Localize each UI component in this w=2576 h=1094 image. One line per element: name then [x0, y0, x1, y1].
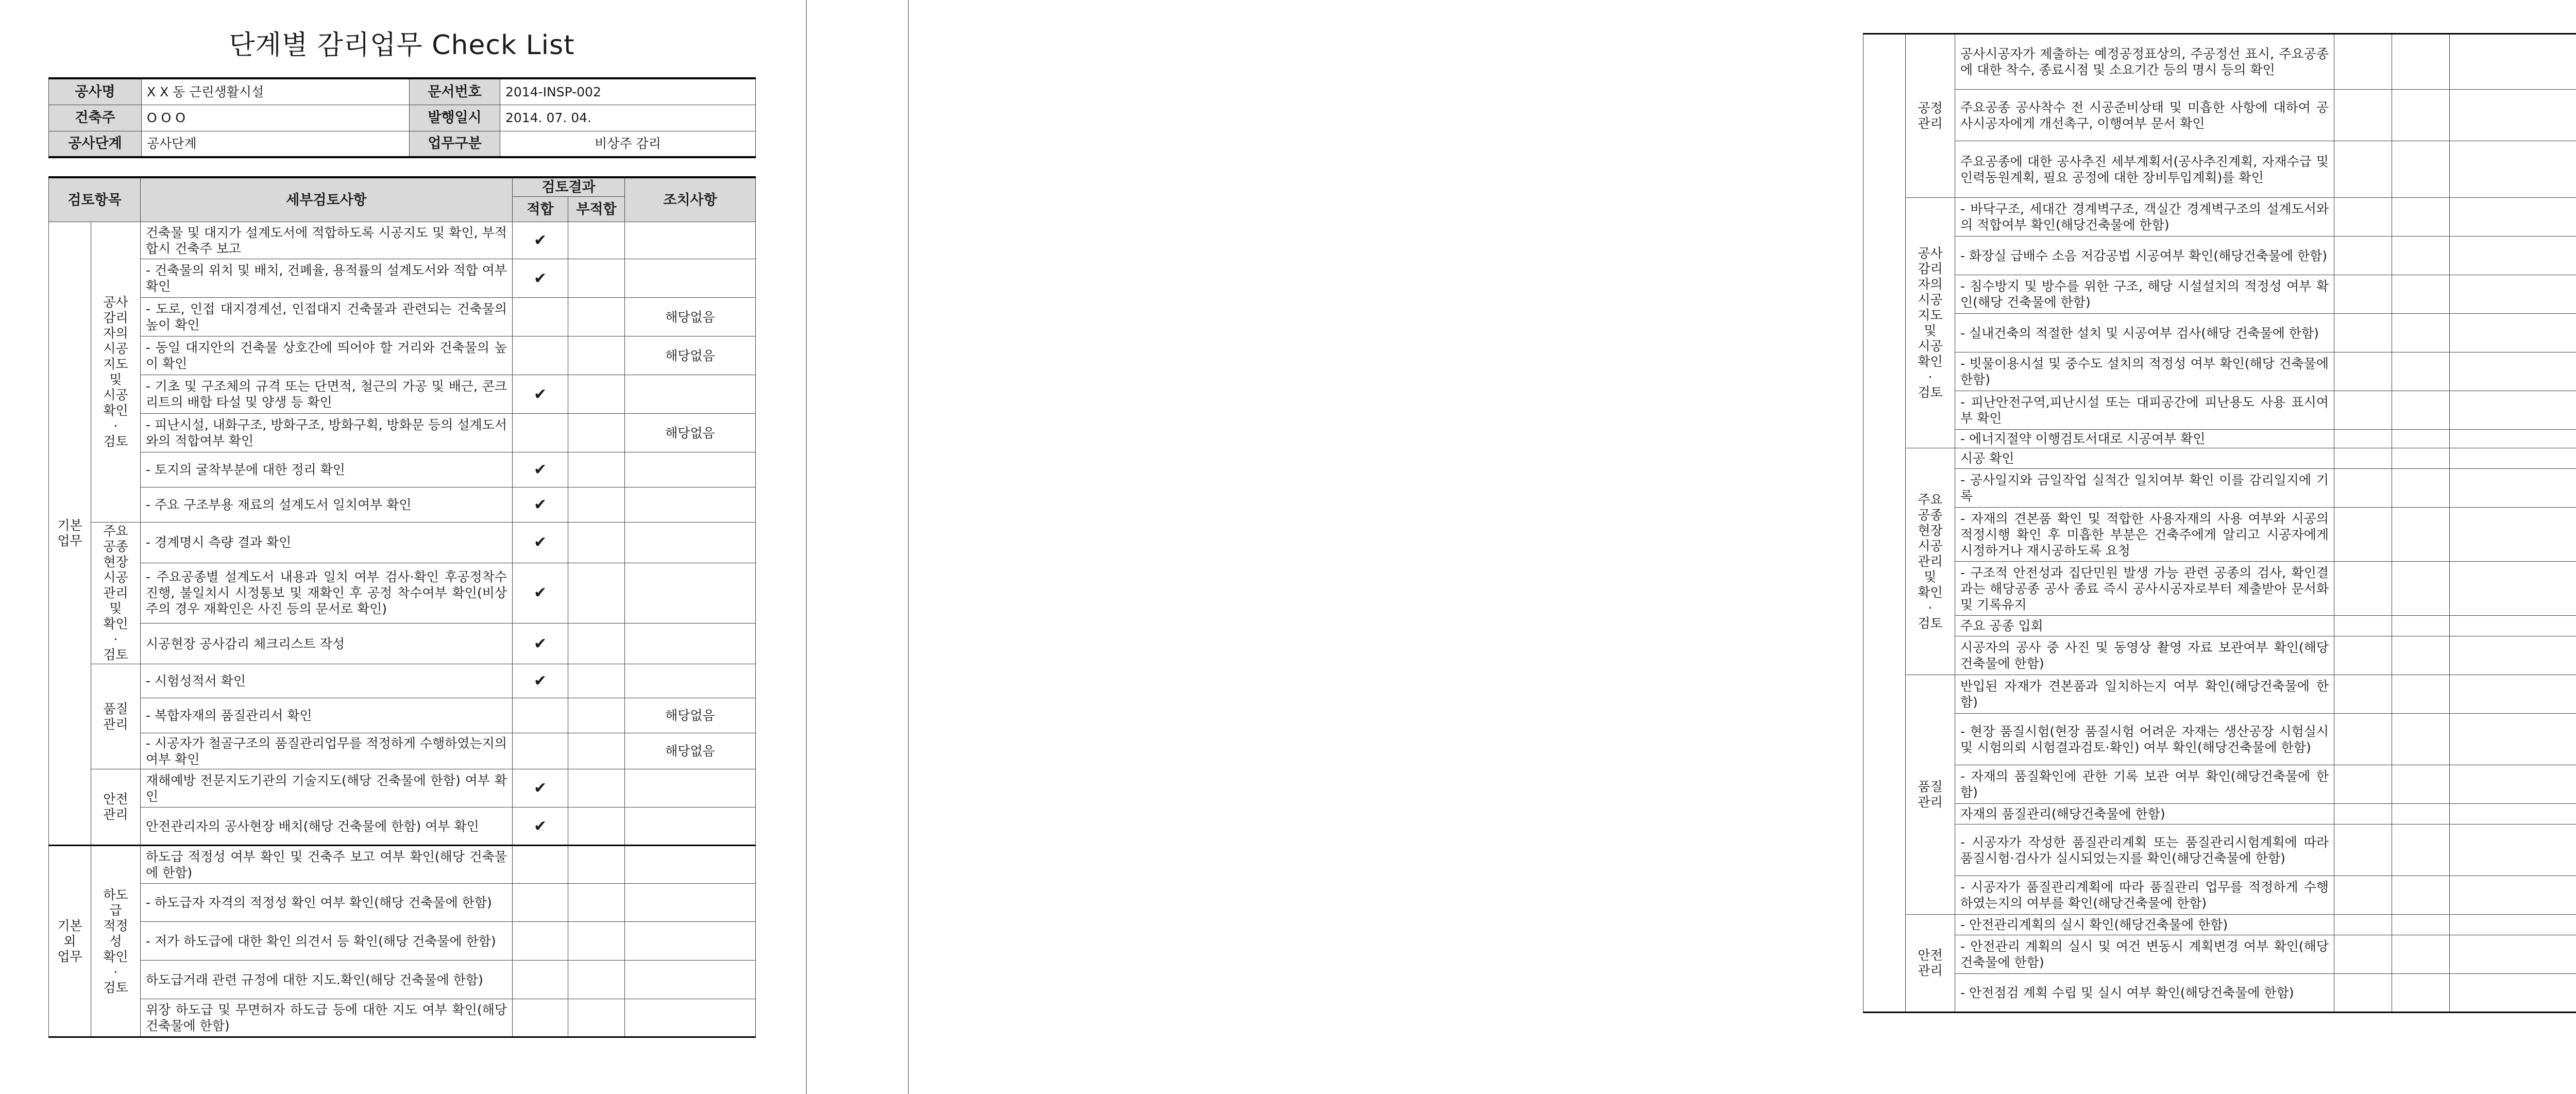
action-cell: [625, 624, 756, 664]
detail-text: - 공사일지와 금일작업 실적간 일치여부 확인 이를 감리일지에 기록: [1955, 469, 2334, 508]
table-row: [49, 487, 756, 523]
subcategory-cell: 주요 공종 현장 시공 관리 및 확인 · 검토: [91, 523, 141, 664]
pass-check-cell: [2334, 675, 2392, 714]
fail-check-cell: [568, 769, 625, 807]
stage-label: 공사단계: [49, 131, 142, 157]
action-cell: [625, 769, 756, 807]
table-row: [1863, 765, 2576, 804]
table-row: [49, 563, 756, 624]
header-result: 검토결과: [513, 177, 625, 197]
detail-text: - 바닥구조, 세대간 경계벽구조, 객실간 경계벽구조의 설계도서와의 적합여부 확인(해당건축물에 한함): [1955, 198, 2334, 237]
detail-text: 시공자의 공사 중 사진 및 동영상 촬영 자료 보관여부 확인(해당 건축물에 한함): [1955, 636, 2334, 675]
page-gap: [807, 0, 908, 1094]
fail-check-cell: [2392, 90, 2450, 141]
table-row: [49, 336, 756, 375]
detail-text: - 자재의 품질확인에 관한 기록 보관 여부 확인(해당건축물에 한함): [1955, 765, 2334, 804]
table-row: [1863, 34, 2576, 90]
action-cell: [2450, 141, 2576, 198]
table-row: [49, 999, 756, 1037]
action-cell: [625, 846, 756, 884]
fail-check-cell: [568, 414, 625, 452]
fail-check-cell: [568, 807, 625, 846]
detail-text: 안전관리자의 공사현장 배치(해당 건축물에 한함) 여부 확인: [141, 807, 513, 846]
detail-text: 재해예방 전문지도기관의 기술지도(해당 건축물에 한함) 여부 확인: [141, 769, 513, 807]
action-cell: [2450, 562, 2576, 616]
category-cell: 기본 외 업무: [49, 846, 91, 1037]
action-cell: [625, 259, 756, 298]
doc-no-label: 문서번호: [410, 78, 500, 105]
pass-check-cell: [2334, 237, 2392, 275]
pass-check-cell: [513, 336, 568, 375]
pass-check-cell: [2334, 469, 2392, 508]
header-item: 검토항목: [49, 177, 141, 222]
fail-check-cell: [2392, 824, 2450, 876]
fail-check-cell: [568, 664, 625, 698]
pass-check-cell: [2334, 141, 2392, 198]
table-row: [49, 222, 756, 259]
checklist-body-right: [1863, 34, 2576, 1013]
header-fail: 부적합: [568, 197, 625, 222]
fail-check-cell: [568, 259, 625, 298]
category-cell: [1863, 34, 1906, 1013]
info-row: [49, 131, 756, 157]
action-cell: [2450, 804, 2576, 824]
detail-text: - 안전관리계획의 실시 확인(해당건축물에 한함): [1955, 915, 2334, 935]
detail-text: 하도급거래 관련 규정에 대한 지도.확인(해당 건축물에 한함): [141, 961, 513, 999]
table-row: [1863, 935, 2576, 974]
table-row: [1863, 616, 2576, 636]
subcategory-cell: 하도 급 적정 성 확인 · 검토: [91, 846, 141, 1037]
table-row: [1863, 448, 2576, 469]
fail-check-cell: [2392, 915, 2450, 935]
pass-check-cell: [2334, 616, 2392, 636]
detail-text: 주요공종 공사착수 전 시공준비상태 및 미흡한 사항에 대하여 공사시공자에게 개선촉구, 이행여부 문서 확인: [1955, 90, 2334, 141]
detail-text: - 피난안전구역,피난시설 또는 대피공간에 피난용도 사용 표시여부 확인: [1955, 391, 2334, 430]
header-action: 조치사항: [625, 177, 756, 222]
fail-check-cell: [2392, 636, 2450, 675]
action-cell: 해당없음: [625, 414, 756, 452]
fail-check-cell: [2392, 314, 2450, 352]
table-row: [1863, 804, 2576, 824]
action-cell: [625, 999, 756, 1037]
fail-check-cell: [568, 298, 625, 336]
table-row: [49, 961, 756, 999]
fail-check-cell: [2392, 616, 2450, 636]
fail-check-cell: [2392, 430, 2450, 448]
fail-check-cell: [568, 222, 625, 259]
table-row: [1863, 391, 2576, 430]
pass-check-cell: ✔: [513, 259, 568, 298]
pass-check-cell: [2334, 824, 2392, 876]
pass-check-cell: ✔: [513, 523, 568, 563]
table-row: [1863, 876, 2576, 915]
table-row: [49, 624, 756, 664]
table-row: [1863, 430, 2576, 448]
detail-text: - 안전관리 계획의 실시 및 여건 변동시 계획변경 여부 확인(해당건축물에 한함): [1955, 935, 2334, 974]
page-right: [908, 0, 2329, 1094]
table-row: [49, 698, 756, 733]
pass-check-cell: [2334, 935, 2392, 974]
action-cell: [625, 452, 756, 487]
document-info-table: [48, 77, 756, 158]
checklist-body-left: [49, 222, 756, 1037]
fail-check-cell: [2392, 275, 2450, 314]
detail-text: - 토지의 굴착부분에 대한 정리 확인: [141, 452, 513, 487]
table-row: [49, 884, 756, 922]
pass-check-cell: [2334, 876, 2392, 915]
pass-check-cell: ✔: [513, 769, 568, 807]
fail-check-cell: [568, 375, 625, 414]
table-row: [1863, 675, 2576, 714]
detail-text: - 저가 하도급에 대한 확인 의견서 등 확인(해당 건축물에 한함): [141, 922, 513, 961]
pass-check-cell: [2334, 90, 2392, 141]
pass-check-cell: [2334, 198, 2392, 237]
pass-check-cell: [2334, 352, 2392, 391]
issue-date-value: 2014. 07. 04.: [500, 105, 756, 131]
table-row: [1863, 352, 2576, 391]
fail-check-cell: [2392, 765, 2450, 804]
subcategory-cell: 안전 관리: [91, 769, 141, 846]
detail-text: - 안전점검 계획 수립 및 실시 여부 확인(해당건축물에 한함): [1955, 974, 2334, 1013]
pass-check-cell: [2334, 508, 2392, 562]
detail-text: 하도급 적정성 여부 확인 및 건축주 보고 여부 확인(해당 건축물에 한함): [141, 846, 513, 884]
pass-check-cell: ✔: [513, 222, 568, 259]
action-cell: [2450, 275, 2576, 314]
detail-text: - 구조적 안전성과 집단민원 발생 가능 관련 공종의 검사, 확인결과는 해당공종 공사 종료 즉시 공사시공자로부터 제출받아 문서화 및 기록유지: [1955, 562, 2334, 616]
page-title: 단계별 감리업무 Check List: [229, 30, 575, 61]
pass-check-cell: [2334, 430, 2392, 448]
subcategory-cell: 안전 관리: [1906, 915, 1955, 1013]
pass-check-cell: ✔: [513, 563, 568, 624]
fail-check-cell: [568, 563, 625, 624]
fail-check-cell: [2392, 352, 2450, 391]
table-row: [49, 298, 756, 336]
action-cell: 해당없음: [625, 733, 756, 769]
pass-check-cell: [2334, 804, 2392, 824]
action-cell: [2450, 237, 2576, 275]
fail-check-cell: [568, 846, 625, 884]
action-cell: [625, 922, 756, 961]
detail-text: - 건축물의 위치 및 배치, 건폐율, 용적률의 설계도서와 적합 여부 확인: [141, 259, 513, 298]
fail-check-cell: [2392, 469, 2450, 508]
detail-text: 주요공종에 대한 공사추진 세부계획서(공사추진계획, 자재수급 및 인력동원계획, 필요 공정에 대한 장비투입계획)를 확인: [1955, 141, 2334, 198]
fail-check-cell: [2392, 198, 2450, 237]
work-type-label: 업무구분: [410, 131, 500, 157]
action-cell: [2450, 974, 2576, 1013]
pass-check-cell: [2334, 915, 2392, 935]
action-cell: [2450, 876, 2576, 915]
detail-text: 위장 하도급 및 무면허자 하도급 등에 대한 지도 여부 확인(해당 건축물에 한함): [141, 999, 513, 1037]
action-cell: [2450, 448, 2576, 469]
detail-text: - 피난시설, 내화구조, 방화구조, 방화구획, 방화문 등의 설계도서와의 적합여부 확인: [141, 414, 513, 452]
table-row: [49, 259, 756, 298]
table-row: [49, 375, 756, 414]
pass-check-cell: [2334, 562, 2392, 616]
subcategory-cell: 공사 감리 자의 시공 지도 및 시공 확인 · 검토: [91, 222, 141, 523]
detail-text: - 자재의 견본품 확인 및 적합한 사용자재의 사용 여부와 시공의 적정시행 확인 후 미흡한 부분은 건축주에게 알리고 시공자에게 시정하거나 재시공하도록 요청: [1955, 508, 2334, 562]
owner-label: 건축주: [49, 105, 142, 131]
table-row: [1863, 198, 2576, 237]
detail-text: - 화장실 급배수 소음 저감공법 시공여부 확인(해당건축물에 한함): [1955, 237, 2334, 275]
detail-text: - 경계명시 측량 결과 확인: [141, 523, 513, 563]
fail-check-cell: [2392, 804, 2450, 824]
owner-value: O O O: [142, 105, 410, 131]
fail-check-cell: [568, 884, 625, 922]
action-cell: [625, 884, 756, 922]
detail-text: 주요 공종 입회: [1955, 616, 2334, 636]
header-row: [49, 177, 756, 197]
detail-text: - 복합자재의 품질관리서 확인: [141, 698, 513, 733]
pass-check-cell: ✔: [513, 807, 568, 846]
detail-text: 시공현장 공사감리 체크리스트 작성: [141, 624, 513, 664]
detail-text: - 시험성적서 확인: [141, 664, 513, 698]
fail-check-cell: [2392, 974, 2450, 1013]
action-cell: [2450, 198, 2576, 237]
action-cell: [2450, 915, 2576, 935]
action-cell: [2450, 469, 2576, 508]
stage-value: 공사단계: [142, 131, 410, 157]
pass-check-cell: [513, 846, 568, 884]
action-cell: [2450, 675, 2576, 714]
subcategory-cell: 품질 관리: [91, 664, 141, 769]
action-cell: [625, 375, 756, 414]
table-row: [49, 664, 756, 698]
action-cell: [2450, 765, 2576, 804]
pass-check-cell: [513, 922, 568, 961]
action-cell: [2450, 430, 2576, 448]
action-cell: [2450, 508, 2576, 562]
header-detail: 세부검토사항: [141, 177, 513, 222]
action-cell: [2450, 391, 2576, 430]
detail-text: 반입된 자재가 견본품과 일치하는지 여부 확인(해당건축물에 한함): [1955, 675, 2334, 714]
fail-check-cell: [2392, 448, 2450, 469]
page-left: [0, 0, 807, 1094]
table-row: [49, 523, 756, 563]
pass-check-cell: [2334, 275, 2392, 314]
fail-check-cell: [568, 487, 625, 523]
detail-text: - 주요 구조부용 재료의 설계도서 일치여부 확인: [141, 487, 513, 523]
pass-check-cell: [513, 961, 568, 999]
fail-check-cell: [2392, 391, 2450, 430]
detail-text: - 시공자가 작성한 품질관리계획 또는 품질관리시험계획에 따라 품질시험·검사가 실시되었는지를 확인(해당건축물에 한함): [1955, 824, 2334, 876]
header-pass: 적합: [513, 197, 568, 222]
fail-check-cell: [568, 624, 625, 664]
category-cell: 기본 업무: [49, 222, 91, 846]
table-row: [1863, 141, 2576, 198]
fail-check-cell: [2392, 237, 2450, 275]
action-cell: [2450, 636, 2576, 675]
table-row: [1863, 562, 2576, 616]
action-cell: [2450, 616, 2576, 636]
detail-text: 건축물 및 대지가 설계도서에 적합하도록 시공지도 및 확인, 부적합시 건축주 보고: [141, 222, 513, 259]
detail-text: 자재의 품질관리(해당건축물에 한함): [1955, 804, 2334, 824]
fail-check-cell: [568, 523, 625, 563]
table-row: [1863, 314, 2576, 352]
fail-check-cell: [568, 961, 625, 999]
fail-check-cell: [568, 452, 625, 487]
table-row: [49, 414, 756, 452]
detail-text: 시공 확인: [1955, 448, 2334, 469]
detail-text: 공사시공자가 제출하는 예정공정표상의, 주공정선 표시, 주요공종에 대한 착수, 종료시점 및 소요기간 등의 명시 등의 확인: [1955, 34, 2334, 90]
pass-check-cell: [2334, 34, 2392, 90]
detail-text: - 기초 및 구조체의 규격 또는 단면적, 철근의 가공 및 배근, 콘크리트의 배합 타설 및 양생 등 확인: [141, 375, 513, 414]
table-row: [1863, 714, 2576, 765]
table-row: [1863, 974, 2576, 1013]
project-name-value: X X 동 근린생활시설: [142, 78, 410, 105]
pass-check-cell: ✔: [513, 375, 568, 414]
action-cell: [2450, 935, 2576, 974]
action-cell: [625, 222, 756, 259]
fail-check-cell: [2392, 935, 2450, 974]
info-row: [49, 78, 756, 105]
project-name-label: 공사명: [49, 78, 142, 105]
work-type-value: 비상주 감리: [500, 131, 756, 157]
fail-check-cell: [2392, 675, 2450, 714]
doc-no-value: 2014-INSP-002: [500, 78, 756, 105]
table-row: [1863, 636, 2576, 675]
table-row: [1863, 915, 2576, 935]
fail-check-cell: [2392, 714, 2450, 765]
fail-check-cell: [568, 336, 625, 375]
detail-text: - 빗물이용시설 및 중수도 설치의 적정성 여부 확인(해당 건축물에 한함): [1955, 352, 2334, 391]
subcategory-cell: 품질 관리: [1906, 675, 1955, 915]
pass-check-cell: [2334, 974, 2392, 1013]
subcategory-cell: 주요 공종 현장 시공 관리 및 확인 · 검토: [1906, 448, 1955, 675]
table-row: [49, 733, 756, 769]
detail-text: - 동일 대지안의 건축물 상호간에 띄어야 할 거리와 건축물의 높이 확인: [141, 336, 513, 375]
pass-check-cell: [513, 414, 568, 452]
fail-check-cell: [2392, 562, 2450, 616]
table-row: [1863, 237, 2576, 275]
action-cell: [625, 487, 756, 523]
pass-check-cell: ✔: [513, 452, 568, 487]
detail-text: - 하도급자 자격의 적정성 확인 여부 확인(해당 건축물에 한함): [141, 884, 513, 922]
table-row: [49, 846, 756, 884]
detail-text: - 실내건축의 적절한 설치 및 시공여부 검사(해당 건축물에 한함): [1955, 314, 2334, 352]
pass-check-cell: [2334, 391, 2392, 430]
subcategory-cell: 공사 감리 자의 시공 지도 및 시공 확인 · 검토: [1906, 198, 1955, 448]
fail-check-cell: [2392, 876, 2450, 915]
action-cell: 해당없음: [625, 698, 756, 733]
detail-text: - 현장 품질시험(현장 품질시험 어려운 자재는 생산공장 시험실시 및 시험의뢰 시험결과검토·확인) 여부 확인(해당건축물에 한함): [1955, 714, 2334, 765]
detail-text: - 침수방지 및 방수를 위한 구조, 해당 시설설치의 적정성 여부 확인(해당 건축물에 한함): [1955, 275, 2334, 314]
fail-check-cell: [2392, 34, 2450, 90]
table-row: [1863, 275, 2576, 314]
pass-check-cell: [2334, 765, 2392, 804]
info-row: [49, 105, 756, 131]
action-cell: [625, 807, 756, 846]
pass-check-cell: [513, 733, 568, 769]
table-row: [1863, 824, 2576, 876]
detail-text: - 에너지절약 이행검토서대로 시공여부 확인: [1955, 430, 2334, 448]
table-row: [1863, 90, 2576, 141]
action-cell: 해당없음: [625, 298, 756, 336]
pass-check-cell: ✔: [513, 624, 568, 664]
detail-text: - 주요공종별 설계도서 내용과 일치 여부 검사·확인 후공정착수 진행, 불일치시 시정통보 및 재확인 후 공정 착수여부 확인(비상주의 경우 재확인은 사진 등의 문서로 확인): [141, 563, 513, 624]
table-row: [49, 769, 756, 807]
fail-check-cell: [568, 999, 625, 1037]
table-row: [1863, 508, 2576, 562]
detail-text: - 도로, 인접 대지경계선, 인접대지 건축물과 관련되는 건축물의 높이 확인: [141, 298, 513, 336]
action-cell: [625, 664, 756, 698]
fail-check-cell: [2392, 141, 2450, 198]
action-cell: [625, 523, 756, 563]
action-cell: [2450, 34, 2576, 90]
action-cell: [2450, 314, 2576, 352]
table-row: [1863, 469, 2576, 508]
checklist-table-left: [48, 176, 756, 1038]
subcategory-cell: 공정 관리: [1906, 34, 1955, 198]
checklist-table-right: [1863, 33, 2576, 1013]
pass-check-cell: [513, 698, 568, 733]
detail-text: - 시공자가 철골구조의 품질관리업무를 적정하게 수행하였는지의 여부 확인: [141, 733, 513, 769]
action-cell: [2450, 352, 2576, 391]
fail-check-cell: [2392, 508, 2450, 562]
pass-check-cell: [2334, 714, 2392, 765]
table-row: [49, 452, 756, 487]
pass-check-cell: [513, 884, 568, 922]
issue-date-label: 발행일시: [410, 105, 500, 131]
action-cell: 해당없음: [625, 336, 756, 375]
action-cell: [2450, 824, 2576, 876]
detail-text: - 시공자가 품질관리계획에 따라 품질관리 업무를 적정하게 수행하였는지의 여부를 확인(해당건축물에 한함): [1955, 876, 2334, 915]
action-cell: [2450, 714, 2576, 765]
action-cell: [625, 563, 756, 624]
pass-check-cell: [2334, 448, 2392, 469]
action-cell: [2450, 90, 2576, 141]
action-cell: [625, 961, 756, 999]
pass-check-cell: [2334, 636, 2392, 675]
pass-check-cell: ✔: [513, 487, 568, 523]
fail-check-cell: [568, 733, 625, 769]
fail-check-cell: [568, 698, 625, 733]
table-row: [49, 922, 756, 961]
pass-check-cell: ✔: [513, 664, 568, 698]
pass-check-cell: [513, 999, 568, 1037]
pass-check-cell: [2334, 314, 2392, 352]
fail-check-cell: [568, 922, 625, 961]
table-row: [49, 807, 756, 846]
pass-check-cell: [513, 298, 568, 336]
